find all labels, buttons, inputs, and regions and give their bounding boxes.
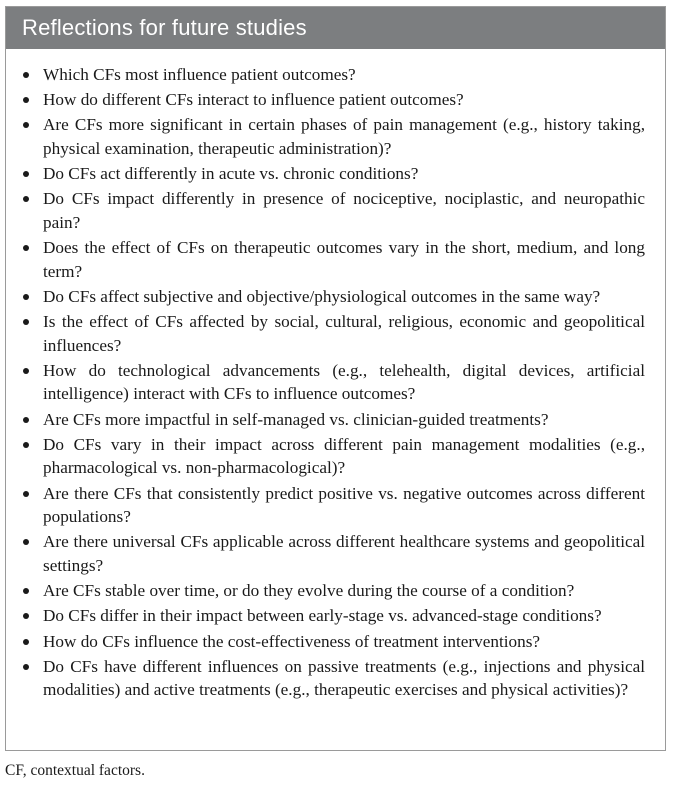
- list-item: [6, 604, 665, 628]
- list-item-text: Are CFs more impactful in self-managed vs. clinician-guided treatments?: [43, 409, 549, 429]
- list-item: [6, 630, 665, 654]
- bullet-icon: [23, 442, 29, 448]
- list-item: [6, 408, 665, 432]
- bullet-icon: [23, 417, 29, 423]
- list-item: [6, 88, 665, 112]
- bullet-icon: [23, 97, 29, 103]
- bullet-icon: [23, 196, 29, 202]
- list-item: [6, 187, 665, 234]
- bullet-icon: [23, 539, 29, 545]
- list-item: [6, 310, 665, 357]
- bullet-icon: [23, 664, 29, 670]
- list-item: [6, 655, 665, 702]
- list-item-text: How do technological advancements (e.g., telehealth, digital devices, artificial intelligence) interact with CFs to influence outcomes?: [43, 360, 645, 404]
- reflections-box: [5, 6, 666, 751]
- bullet-icon: [23, 245, 29, 251]
- bullet-icon: [23, 613, 29, 619]
- list-item: [6, 63, 665, 87]
- bullet-icon: [23, 639, 29, 645]
- list-item: [6, 236, 665, 283]
- list-item-text: Are CFs stable over time, or do they evolve during the course of a condition?: [43, 581, 575, 601]
- table-footnote: CF, contextual factors.: [5, 762, 145, 779]
- list-item: [6, 113, 665, 160]
- bullet-icon: [23, 319, 29, 325]
- list-item-text: Do CFs have different influences on passive treatments (e.g., injections and physical modalities) and active treatments (e.g., therapeutic exercises and physical activities)?: [43, 656, 645, 700]
- list-item: [6, 162, 665, 186]
- list-item-text: Are there CFs that consistently predict positive vs. negative outcomes across different populations?: [43, 483, 645, 527]
- list-item-text: Is the effect of CFs affected by social, cultural, religious, economic and geopolitical influences?: [43, 312, 645, 355]
- list-item-text: How do CFs influence the cost-effectiveness of treatment interventions?: [43, 631, 541, 651]
- list-item: [6, 359, 665, 406]
- reflections-list: [6, 63, 665, 704]
- bullet-icon: [23, 171, 29, 177]
- list-item: [6, 530, 665, 577]
- bullet-icon: [23, 72, 29, 78]
- bullet-icon: [23, 368, 29, 374]
- list-item-text: Do CFs impact differently in presence of nociceptive, nociplastic, and neuropathic pain?: [43, 189, 645, 232]
- bullet-icon: [23, 294, 29, 300]
- list-item: [6, 482, 665, 529]
- list-item-text: Do CFs affect subjective and objective/physiological outcomes in the same way?: [43, 286, 601, 306]
- list-item-text: Do CFs vary in their impact across different pain management modalities (e.g., pharmacological vs. non-pharmacological)?: [43, 434, 645, 478]
- list-item: [6, 579, 665, 603]
- bullet-icon: [23, 491, 29, 497]
- list-item-text: Are there universal CFs applicable across different healthcare systems and geopolitical settings?: [43, 532, 645, 575]
- bullet-icon: [23, 588, 29, 594]
- list-item-text: Do CFs act differently in acute vs. chronic conditions?: [43, 164, 419, 184]
- list-item-text: Does the effect of CFs on therapeutic outcomes vary in the short, medium, and long term?: [43, 238, 645, 281]
- list-item-text: How do different CFs interact to influence patient outcomes?: [43, 90, 464, 110]
- list-item-text: Which CFs most influence patient outcomes?: [43, 65, 356, 84]
- list-item: [6, 285, 665, 309]
- bullet-icon: [23, 122, 29, 128]
- list-item-text: Do CFs differ in their impact between early-stage vs. advanced-stage conditions?: [43, 606, 602, 626]
- list-item-text: Are CFs more significant in certain phases of pain management (e.g., history taking, physical examination, therapeutic administration)?: [43, 115, 645, 158]
- list-item: [6, 433, 665, 480]
- box-title: Reflections for future studies: [6, 7, 665, 49]
